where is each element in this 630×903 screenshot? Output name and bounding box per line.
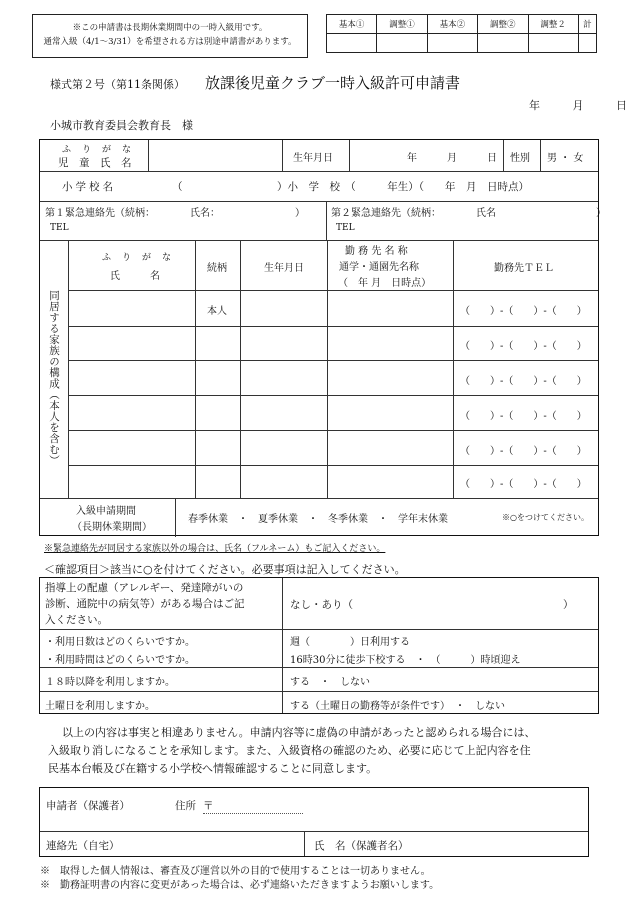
postal-code-field[interactable]: 〒 [203, 798, 303, 814]
q4-answer[interactable]: する（土曜日の勤務等が条件です） ・ しない [290, 701, 505, 712]
main-form [39, 139, 606, 536]
signature-box [39, 787, 589, 857]
form-number: 様式第２号（第11条関係） [50, 78, 185, 91]
family-relation-header: 続柄 [207, 263, 227, 274]
emergency-footnote: ※緊急連絡先が同居する家族以外の場合は、氏名（フルネーム）もご記入ください。 [44, 544, 386, 554]
family-section-label: 同居する家族の構成（本人を含む） [48, 290, 60, 466]
birth-date-label: 生年月日 [293, 153, 333, 164]
emergency-contact-2[interactable]: 第２緊急連絡先（続柄： 氏名 ） [331, 208, 606, 219]
family-tel-header: 勤務先ＴＥＬ [494, 263, 554, 274]
date-month: 月 [572, 99, 584, 112]
stamp-cell[interactable] [478, 34, 528, 53]
emergency-contact-1[interactable]: 第１緊急連絡先（続柄： 氏名： ） [45, 208, 305, 219]
furigana-label: ふ り が な [62, 145, 133, 155]
stamp-cell[interactable] [327, 34, 377, 53]
period-label: 入級申請期間 [76, 506, 136, 517]
q1-line-3: 入ください。 [45, 614, 108, 626]
family-furigana-header: ふ り が な [102, 253, 173, 263]
stamp-header: 調整① [377, 15, 427, 34]
declaration-line-2: 入級取り消しになることを承知します。また、入級資格の確認のため、必要に応じて上記内容を住 [48, 744, 531, 757]
sex-options[interactable]: 男 ・ 女 [547, 153, 584, 164]
q1-answer[interactable]: なし・あり（ ） [290, 599, 574, 611]
stamp-header: 調整２ [528, 15, 578, 34]
notice-line-1: ※この申請書は長期休業期間中の一時入級用です。 [72, 23, 268, 33]
stamp-header: 基本② [427, 15, 477, 34]
confirm-heading: ＜確認項目＞該当に○を付けてください。必要事項は記入してください。 [44, 563, 406, 576]
stamp-header: 調整② [478, 15, 528, 34]
q2a-question: ・利用日数はどのくらいですか。 [45, 637, 195, 648]
child-name-label: 児 童 氏 名 [58, 157, 132, 169]
family-tel-input[interactable]: （ ）-（ ）-（ ） [460, 411, 587, 422]
guardian-name-label: 氏 名（保護者名） [314, 840, 409, 852]
family-self-relation: 本人 [207, 306, 227, 317]
notice-line-2: 通常入級（4/1～3/31）を希望される方は別途申請書があります。 [43, 37, 297, 47]
declaration-line-1: 以上の内容は事実と相違ありません。申請内容等に虚偽の申請があったと認められる場合には、 [62, 726, 536, 739]
footnote-1: ※ 取得した個人情報は、審査及び運営以外の目的で使用することは一切ありません。 [40, 866, 431, 877]
q1-line-1: 指導上の配慮（アレルギー、発達障がいの [45, 582, 244, 594]
child-name-input[interactable] [158, 142, 278, 169]
family-work-header-3: （ 年 月 日時点） [338, 278, 432, 289]
contact-label: 連絡先（自宅） [46, 840, 120, 852]
confirmation-table [39, 577, 599, 714]
q3-question: １８時以降を利用しますか。 [45, 677, 175, 688]
birth-date-value[interactable]: 年 月 日 [407, 153, 497, 164]
q2b-question: ・利用時間はどのくらいですか。 [45, 655, 195, 666]
q2a-answer[interactable]: 週（ ）日利用する [290, 637, 410, 648]
stamp-cell[interactable] [528, 34, 578, 53]
family-tel-input[interactable]: （ ）-（ ）-（ ） [460, 446, 587, 457]
date-day: 日 [616, 99, 627, 112]
addressee: 小城市教育委員会教育長 様 [50, 119, 193, 132]
q2b-answer[interactable]: 16時30分に徒歩下校する ・ （ ）時頃迎え [290, 655, 521, 666]
period-note: ※○をつけてください。 [502, 513, 589, 522]
family-tel-input[interactable]: （ ）-（ ）-（ ） [460, 341, 587, 352]
notice-box [32, 14, 308, 58]
page-title: 放課後児童クラブ一時入級許可申請書 [205, 74, 461, 92]
family-work-header-1: 勤 務 先 名 称 [345, 246, 408, 257]
family-tel-input[interactable]: （ ）-（ ）-（ ） [460, 376, 587, 387]
stamp-header: 計 [578, 15, 596, 34]
family-name-header: 氏 名 [110, 271, 160, 282]
application-date[interactable] [500, 97, 627, 113]
emergency-tel-1[interactable]: TEL [50, 223, 69, 233]
stamp-cell[interactable] [377, 34, 427, 53]
family-tel-input[interactable]: （ ）-（ ）-（ ） [460, 306, 587, 317]
sex-label: 性別 [510, 153, 530, 164]
school-value[interactable]: （ ）小 学 校 （ 年生）（ 年 月 日時点） [172, 181, 529, 193]
period-sublabel: （長期休業期間） [72, 522, 152, 533]
family-work-header-2: 通学・通園先名称 [339, 262, 419, 273]
stamp-cell[interactable] [578, 34, 596, 53]
date-year: 年 [529, 99, 540, 112]
emergency-tel-2[interactable]: TEL [336, 223, 355, 233]
address-label: 住所 [175, 800, 196, 812]
stamp-header: 基本① [327, 15, 377, 34]
q3-answer[interactable]: する ・ しない [290, 677, 370, 688]
footnote-2: ※ 勤務証明書の内容に変更があった場合は、必ず連絡いただきますようお願いします。 [40, 880, 440, 891]
office-stamp-grid [326, 14, 597, 53]
period-options[interactable]: 春季休業 ・ 夏季休業 ・ 冬季休業 ・ 学年末休業 [188, 514, 448, 525]
school-label: 小学校名 [62, 181, 116, 193]
q1-line-2: 診断、通院中の病気等）がある場合はご記 [45, 598, 245, 610]
applicant-label: 申請者（保護者） [46, 800, 130, 812]
q4-question: 土曜日を利用しますか。 [45, 701, 155, 712]
family-birth-header: 生年月日 [264, 263, 304, 274]
family-tel-input[interactable]: （ ）-（ ）-（ ） [460, 479, 587, 490]
declaration-line-3: 民基本台帳及び在籍する小学校へ情報確認することに同意します。 [48, 762, 378, 775]
stamp-cell[interactable] [427, 34, 477, 53]
